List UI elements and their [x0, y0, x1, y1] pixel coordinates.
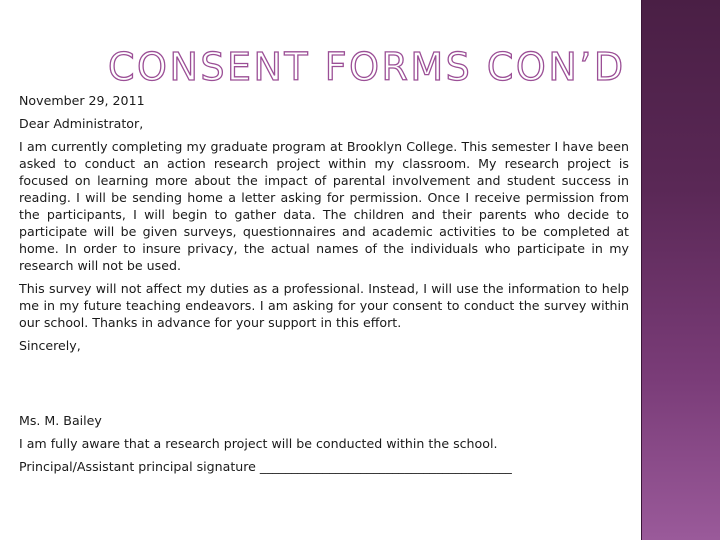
letter-closing: Sincerely, — [19, 338, 81, 353]
slide-title: CONSENT FORMS CON’D — [108, 45, 626, 89]
letter-body — [19, 92, 629, 481]
letter-signer: Ms. M. Bailey — [19, 413, 102, 428]
letter-paragraph-2: This survey will not affect my duties as a professional. Instead, I will use the information to help me in my future teaching endeavors. I am asking for your consent to conduct the survey within our school. Thanks in advance for your support in this effort. — [19, 281, 629, 330]
letter-paragraph-1: I am currently completing my graduate program at Brooklyn College. This semester I have been asked to conduct an action research project within my classroom. My research project is focused on learning more about the impact of parental involvement and student success in reading. I will be sending home a letter asking for permission. Once I receive permission from the participants, I will begin to gather data. The children and their parents who decide to participate will be given surveys, questionnaires and academic activities to be completed at home. In order to insure privacy, the actual names of the individuals who participate in my research will not be used. — [19, 139, 629, 273]
letter-date: November 29, 2011 — [19, 93, 145, 108]
principal-signature-line: Principal/Assistant principal signature ________________________________________ — [19, 459, 512, 474]
decorative-sidebar — [641, 0, 720, 540]
acknowledgment-statement: I am fully aware that a research project will be conducted within the school. — [19, 436, 498, 451]
signature-space — [19, 360, 629, 412]
letter-salutation: Dear Administrator, — [19, 116, 144, 131]
